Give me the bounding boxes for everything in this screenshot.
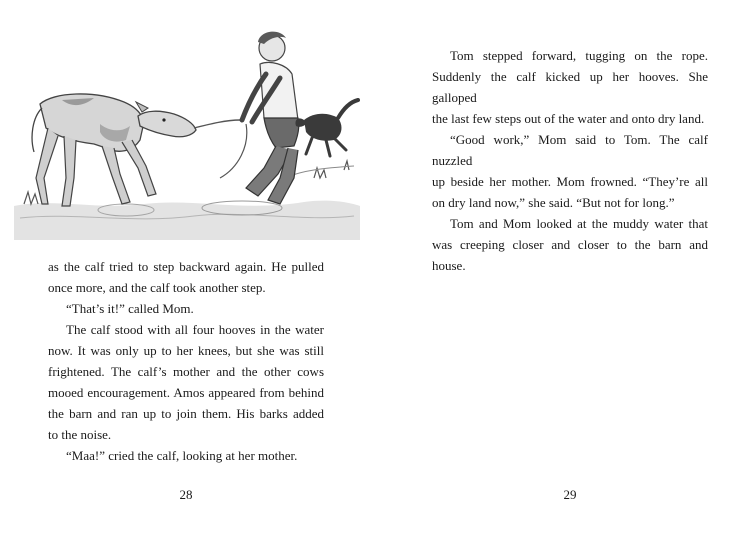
text-line: “Maa!” cried the calf, looking at her mother.	[66, 448, 298, 463]
text-line: once more, and the calf took another step.	[48, 280, 266, 295]
illustration-boy-pulling-calf	[14, 28, 360, 240]
text-line: now. It was only up to her knees, but she was still	[48, 343, 324, 358]
text-line: on dry land now,” she said. “But not for long.”	[432, 195, 675, 210]
text-line: “That’s it!” called Mom.	[66, 301, 194, 316]
page-number: 29	[563, 487, 577, 502]
text-line: frightened. The calf’s mother and the other cows	[48, 364, 324, 379]
text-line: mooed encouragement. Amos appeared from behind	[48, 385, 324, 400]
text-line: Tom and Mom looked at the muddy water that	[450, 216, 708, 231]
text-line: Suddenly the calf kicked up her hooves. She galloped	[432, 69, 708, 105]
text-line: The calf stood with all four hooves in the water	[66, 322, 324, 337]
text-line: was creeping closer and closer to the barn and house.	[432, 237, 708, 273]
text-line: the last few steps out of the water and onto dry land.	[432, 111, 705, 126]
text-line: the barn and ran up to join them. His barks added	[48, 406, 324, 421]
right-page	[378, 0, 756, 549]
right-page-text	[432, 45, 708, 276]
page-number: 28	[179, 487, 193, 502]
text-line: Tom stepped forward, tugging on the rope.	[450, 48, 708, 63]
left-page-text	[48, 256, 324, 466]
text-line: up beside her mother. Mom frowned. “They’re all	[432, 174, 708, 189]
text-line: as the calf tried to step backward again. He pulled	[48, 259, 324, 274]
text-line: “Good work,” Mom said to Tom. The calf nuzzled	[432, 132, 708, 168]
text-line: to the noise.	[48, 427, 112, 442]
